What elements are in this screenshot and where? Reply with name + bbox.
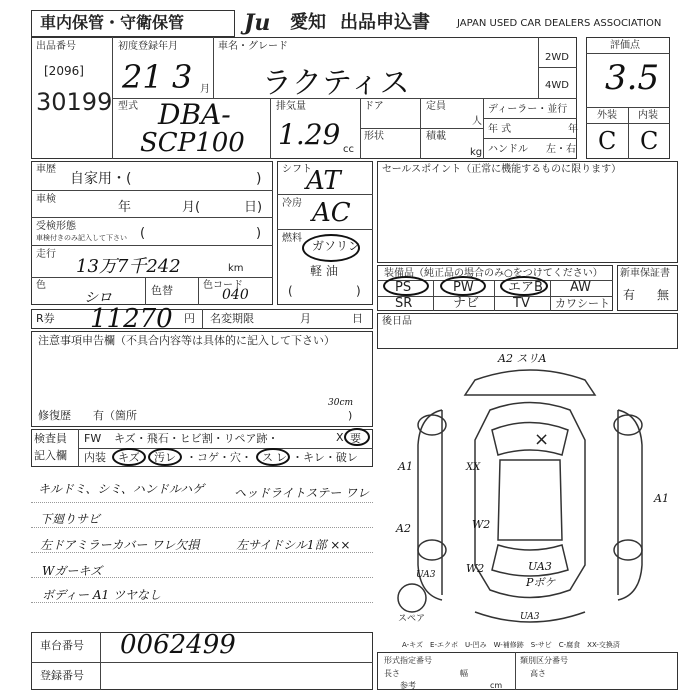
notes-annotation: 30cm xyxy=(328,398,354,408)
chassis-label: 車台番号 xyxy=(40,639,84,652)
ac-value: AC xyxy=(312,198,351,228)
interior-scratch: キズ xyxy=(118,451,140,464)
name-change-day: 日 xyxy=(352,312,363,325)
lot-number: 30199 xyxy=(36,88,113,116)
ju-logo-mark: Ju xyxy=(244,10,271,36)
region-name: 愛知 xyxy=(290,12,326,33)
form-title: 出品申込書 xyxy=(340,12,430,33)
equip-ps-circle xyxy=(383,276,429,296)
diag-top: A2 スリA xyxy=(498,352,547,365)
remark-5: 左サイドシル1部 ×× xyxy=(236,538,351,552)
name-change-label: 名変期限 xyxy=(210,312,254,325)
car-roof xyxy=(498,460,562,540)
equip-kawaseat: カワシート xyxy=(555,297,610,310)
interior-burn: ・コゲ・穴・ xyxy=(186,451,252,464)
color-label: 色 xyxy=(36,280,46,291)
interior-su: ス xyxy=(262,451,273,464)
recycle-unit: 円 xyxy=(184,312,195,325)
color-value: シロ xyxy=(84,290,112,306)
fw-items: キズ・飛石・ヒビ割・リペア跡・ xyxy=(114,432,279,445)
repair-close: ) xyxy=(348,409,353,422)
inspector-label-1: 検査員 xyxy=(34,432,67,445)
first-reg-month-unit: 月 xyxy=(200,84,210,95)
first-reg-month: 3 xyxy=(172,58,193,96)
cm-label: cm xyxy=(490,681,503,690)
receipt-label: 受検形態 xyxy=(36,221,76,232)
color-code: 040 xyxy=(222,287,249,303)
handle-label: ハンドル xyxy=(488,144,528,155)
kg-label: kg xyxy=(470,147,483,158)
storage-note: 車内保管・守衛保管 xyxy=(40,13,185,32)
remark-4: 左ドアミラーカバー ワレ欠損 xyxy=(40,538,200,552)
warranty-have: 有 xyxy=(623,288,636,302)
width-label: 幅 xyxy=(460,669,468,678)
load-label: 積載 xyxy=(426,131,446,142)
exterior-label: 外装 xyxy=(597,110,617,121)
equip-airbag: エアB xyxy=(508,280,543,295)
sales-point-label: セールスポイント（正常に機能するものに限ります） xyxy=(382,164,622,175)
diag-roof-x: × xyxy=(534,429,550,450)
shape-label: 形状 xyxy=(364,131,384,142)
fw-required: 要 xyxy=(350,432,361,445)
remark-7: ボディー A1 ツヤなし xyxy=(42,588,161,602)
capacity-label: 定員 xyxy=(426,101,446,112)
name-change-month: 月 xyxy=(300,312,311,325)
interior-scratch-circle xyxy=(112,448,146,466)
fuel-diesel: 軽 油 xyxy=(310,264,338,278)
interior-row-label: 内装 xyxy=(84,451,106,464)
length-label: 長さ xyxy=(384,669,400,678)
equipment-label: 装備品（純正品の場合のみ○をつけてください） xyxy=(384,268,603,279)
history-label: 車歴 xyxy=(36,164,56,175)
interior-tear: ・キレ・破レ xyxy=(292,451,358,464)
equip-navi: ナビ xyxy=(453,296,480,311)
shift-value: AT xyxy=(306,166,341,196)
color-change-label: 色替 xyxy=(151,284,173,297)
ac-label: 冷房 xyxy=(282,198,302,209)
chassis-value: 0062499 xyxy=(120,630,236,660)
diag-bottom: UA3 xyxy=(520,612,540,622)
warranty-none: 無 xyxy=(657,288,670,302)
inspection-year: 年 xyxy=(118,200,132,215)
fuel-gasoline: ガソリン xyxy=(312,239,361,253)
first-reg-label: 初度登録年月 xyxy=(118,41,178,52)
displacement-value: 1.29 xyxy=(278,118,341,151)
mileage-label: 走行 xyxy=(36,249,56,260)
notes-label: 注意事項申告欄（不具合内容等は具体的に記入して下さい） xyxy=(38,334,335,347)
ju-logo xyxy=(244,10,288,36)
fuel-open: ( xyxy=(288,284,293,298)
remark-2: ヘッドライトステー ワレ xyxy=(234,486,370,500)
score-value: 3.5 xyxy=(605,58,660,98)
diag-w2-lower: W2 xyxy=(466,562,485,575)
diag-left-ua3: UA3 xyxy=(416,570,436,580)
model-year-label: 年 式 xyxy=(488,124,512,135)
height-label: 高さ xyxy=(530,669,546,678)
equip-pw: PW xyxy=(453,280,474,295)
door-label: ドア xyxy=(364,101,384,112)
car-damage-diagram xyxy=(380,350,680,635)
first-reg-year: 21 xyxy=(122,58,163,96)
equip-pw-circle xyxy=(440,276,486,296)
model-line1: DBA- xyxy=(158,98,231,131)
equip-ps: PS xyxy=(395,280,412,295)
lot-code: [2096] xyxy=(44,64,84,78)
displacement-label: 排気量 xyxy=(276,101,306,112)
car-outline-right xyxy=(618,410,642,600)
sales-point-box xyxy=(377,161,678,263)
fuel-gasoline-circle xyxy=(302,234,360,262)
diag-spare: スペア xyxy=(398,614,426,624)
fw-required-circle xyxy=(344,428,370,446)
interior-re: レ xyxy=(276,451,287,464)
handle-lr: 左・右 xyxy=(546,144,576,155)
car-name-label: 車名・グレード xyxy=(218,41,288,52)
inspection-label: 車検 xyxy=(36,194,56,205)
person-label: 人 xyxy=(472,116,482,127)
post-date-box xyxy=(377,313,678,349)
interior-dirt-circle xyxy=(148,448,182,466)
registration-label: 登録番号 xyxy=(40,669,84,682)
post-date-label: 後日品 xyxy=(382,316,412,327)
history-value: 自家用・( xyxy=(70,171,132,187)
history-close: ) xyxy=(256,171,262,187)
equip-tv: TV xyxy=(513,296,530,311)
dealer-label: ディーラー・並行 xyxy=(488,104,568,115)
score-label: 評価点 xyxy=(610,40,640,51)
mileage-unit: km xyxy=(228,263,244,274)
inspection-month: 月( xyxy=(182,200,201,215)
fuel-label: 燃料 xyxy=(282,233,302,244)
equip-aw: AW xyxy=(570,280,592,295)
class-num-label: 類別区分番号 xyxy=(520,656,568,665)
diag-w2-upper: W2 xyxy=(472,518,491,531)
receipt-open: ( xyxy=(140,226,146,241)
interior-grade: C xyxy=(640,127,659,155)
exterior-grade: C xyxy=(598,127,617,155)
inspector-label-2: 記入欄 xyxy=(34,449,67,462)
displacement-unit: cc xyxy=(343,144,354,155)
inspection-day: 日) xyxy=(244,200,263,215)
drive-2wd: 2WD xyxy=(545,52,569,63)
fw-x: X xyxy=(336,431,344,444)
interior-label: 内装 xyxy=(638,110,658,121)
diag-p-note: Pボケ xyxy=(526,576,556,589)
warranty-label: 新車保証書 xyxy=(620,268,670,279)
car-outline-top xyxy=(465,370,595,395)
diag-right-a1: A1 xyxy=(654,492,669,505)
spare-tire xyxy=(398,584,426,612)
shift-label: シフト xyxy=(282,164,312,175)
association-name: JAPAN USED CAR DEALERS ASSOCIATION xyxy=(457,18,662,29)
year-label: 年 xyxy=(568,124,578,135)
equip-sr: SR xyxy=(395,296,413,311)
mileage-value: 13万7千242 xyxy=(76,256,181,277)
type-cert-label: 形式指定番号 xyxy=(384,656,432,665)
recycle-label: R券 xyxy=(36,312,55,325)
lot-label: 出品番号 xyxy=(36,41,76,52)
fuel-close: ) xyxy=(356,284,361,298)
diag-left-a2: A2 xyxy=(396,522,411,535)
legend: A-キズ E-エクボ U-凹み W-補修跡 S-サビ C-腐食 XX-交換済 xyxy=(402,641,620,649)
diag-left-xx: XX xyxy=(466,462,481,473)
recycle-value: 11270 xyxy=(90,304,173,334)
fw-label: FW xyxy=(84,432,102,445)
model-line2: SCP100 xyxy=(140,128,245,158)
remark-6: Wガーキズ xyxy=(42,564,103,578)
remark-1: キルドミ、シミ、ハンドルハゲ xyxy=(38,482,205,496)
remark-3: 下廻りサビ xyxy=(40,512,101,526)
interior-dirt: 汚レ xyxy=(154,451,176,464)
diag-ua3-center: UA3 xyxy=(528,560,552,573)
receipt-close: ) xyxy=(256,226,262,241)
interior-wear-circle xyxy=(256,448,290,466)
color-code-label: 色コード xyxy=(203,280,243,291)
receipt-sub: 車検付きのみ記入して下さい xyxy=(36,234,127,242)
reference-label: 参考 xyxy=(400,681,416,690)
repair-label: 修復歴 有（箇所 xyxy=(38,409,137,422)
equip-airbag-circle xyxy=(500,276,548,296)
model-label: 型式 xyxy=(118,101,138,112)
car-windshield xyxy=(492,423,568,456)
drive-4wd: 4WD xyxy=(545,80,569,91)
diag-left-a1: A1 xyxy=(398,460,413,473)
car-name-value: ラクティス xyxy=(262,66,410,101)
